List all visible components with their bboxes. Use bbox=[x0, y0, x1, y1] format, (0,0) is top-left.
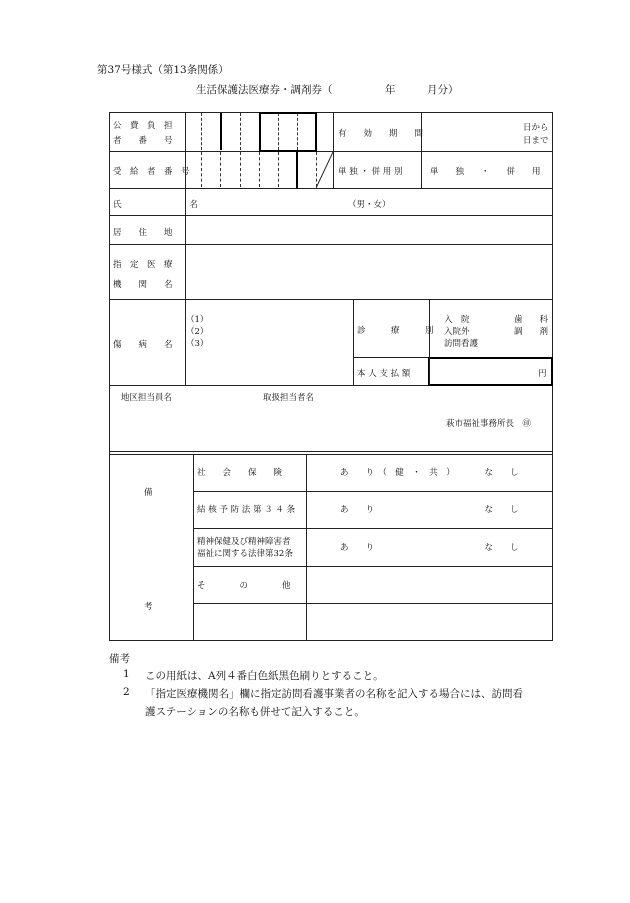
institution-label-1: 指 定 医 療 bbox=[113, 260, 173, 270]
remark-row-label: 精神保健及び精神障害者 bbox=[197, 537, 291, 547]
date-to-label: 日まで bbox=[523, 136, 549, 146]
remark-row-label: 結 核 予 防 法 第 ３ ４ 条 bbox=[197, 505, 296, 515]
single-combined-label: 単 独 ・ 併 用 別 bbox=[338, 167, 403, 177]
option-pharmacy: 調 剤 bbox=[514, 327, 549, 337]
note-item-1: この用紙は、A列４番白色紙黒色刷りとすること。 bbox=[145, 670, 384, 682]
public-payer-label-1: 公 費 負 担 bbox=[113, 121, 173, 131]
self-payment-label: 本 人 支 払 額 bbox=[357, 369, 411, 379]
option-dental: 歯 科 bbox=[514, 315, 549, 325]
institution-label-2: 機 関 名 bbox=[113, 280, 173, 290]
residence-label: 居 住 地 bbox=[113, 228, 173, 238]
remark-row-value: あ り な し bbox=[340, 505, 519, 515]
district-officer-label: 地区担当員名 bbox=[121, 393, 173, 403]
single-combined-value: 単 独 ・ 併 用 bbox=[430, 167, 541, 177]
disease-item-1: （1） bbox=[186, 315, 209, 325]
notes-heading: 備考 bbox=[109, 653, 130, 665]
form-title: 生活保護法医療券・調剤券（ 年 月分） bbox=[196, 84, 459, 96]
name-label: 氏 名 bbox=[113, 200, 199, 210]
office-seal-label: 萩市福祉事務所長 ㊞ bbox=[446, 419, 532, 429]
yen-unit: 円 bbox=[538, 369, 547, 379]
valid-period-label: 有 効 期 間 bbox=[338, 129, 424, 139]
note-number: 2 bbox=[123, 686, 130, 698]
remark-row-value: あ り （ 健 ・ 共 ） な し bbox=[340, 468, 519, 478]
option-inpatient: 入 院 bbox=[444, 315, 470, 325]
remark-row-label: 福祉に関する法律第32条 bbox=[197, 549, 293, 559]
date-from-label: 日から bbox=[523, 123, 549, 133]
note-number: 1 bbox=[123, 668, 130, 680]
disease-label: 傷 病 名 bbox=[113, 340, 173, 350]
option-outpatient: 入院外 bbox=[444, 327, 470, 337]
recipient-number-label: 受 給 者 番 号 bbox=[113, 167, 190, 177]
note-item-2-line-2: 護ステーションの名称も併せて記入すること。 bbox=[145, 706, 365, 718]
handler-label: 取扱担当者名 bbox=[263, 393, 315, 403]
option-home-nursing: 訪問看護 bbox=[444, 339, 479, 349]
public-payer-label-2: 者 番 号 bbox=[113, 136, 173, 146]
remarks-label-top: 備 bbox=[144, 488, 153, 498]
gender-field: （男・女） bbox=[348, 200, 391, 210]
note-item-2-line-1: 「指定医療機関名」欄に指定訪問看護事業者の名称を記入する場合には、訪問看 bbox=[145, 688, 523, 700]
remark-row-value: あ り な し bbox=[340, 543, 519, 553]
remarks-label-bottom: 考 bbox=[144, 602, 153, 612]
diagonal-check-line bbox=[316, 152, 334, 188]
treatment-type-label: 診 療 別 bbox=[357, 326, 434, 336]
disease-item-3: （3） bbox=[186, 339, 209, 349]
disease-item-2: （2） bbox=[186, 327, 209, 337]
remark-row-label: そ の 他 bbox=[197, 581, 291, 591]
form-number: 第37号様式（第13条関係） bbox=[97, 64, 229, 76]
remark-row-label: 社 会 保 険 bbox=[197, 468, 283, 478]
